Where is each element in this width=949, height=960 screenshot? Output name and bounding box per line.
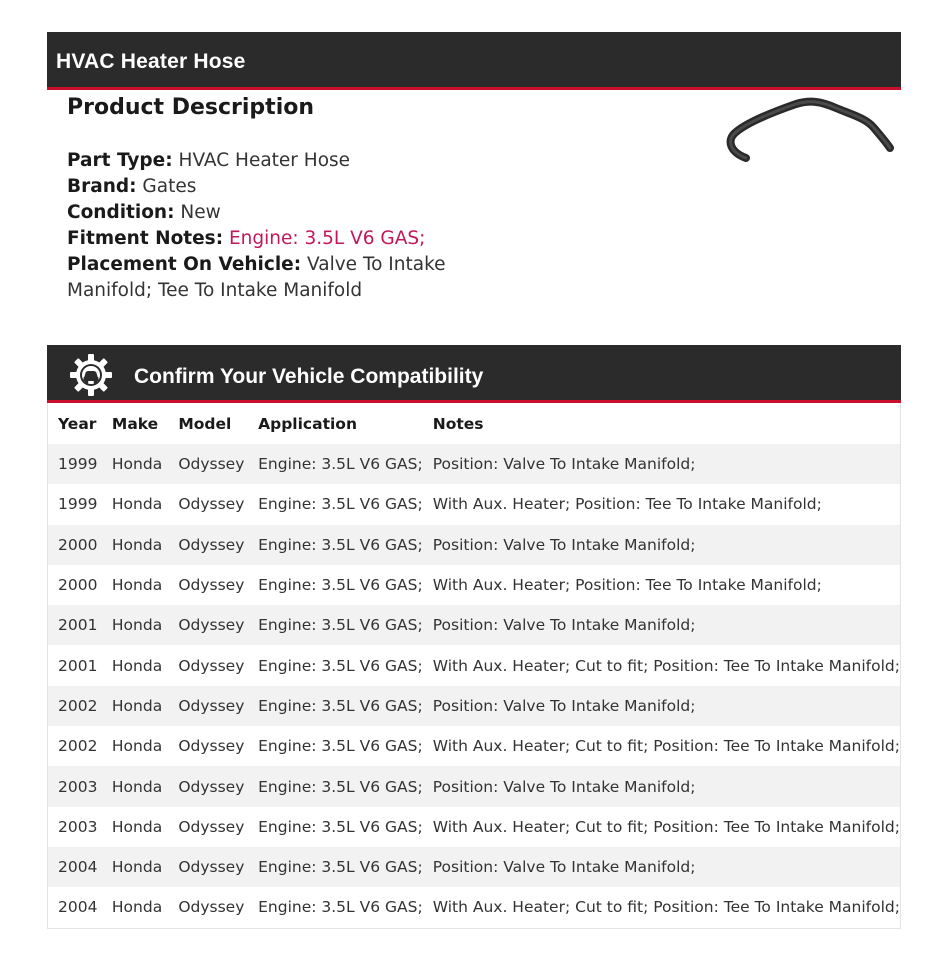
cell-year: 2003 — [48, 766, 102, 806]
cell-application: Engine: 3.5L V6 GAS; — [248, 605, 423, 645]
description-heading: Product Description — [67, 95, 315, 120]
cell-notes: With Aux. Heater; Cut to fit; Position: Tee To Intake Manifold; — [432, 817, 900, 836]
col-header-notes: Notes — [432, 414, 484, 433]
table-row — [48, 565, 901, 605]
cell-make: Honda — [102, 444, 168, 484]
placement-value: Valve To Intake Manifold; Tee To Intake Manifold — [67, 254, 446, 301]
col-header-application: Application — [258, 414, 357, 433]
cell-notes: Position: Valve To Intake Manifold; — [423, 686, 901, 726]
cell-application: Engine: 3.5L V6 GAS; — [248, 686, 423, 726]
cell-notes: Position: Valve To Intake Manifold; — [423, 605, 901, 645]
cell-notes: Position: Valve To Intake Manifold; — [423, 847, 901, 887]
title-bar — [47, 32, 901, 90]
cell-model: Odyssey — [178, 737, 245, 756]
col-header-model: Model — [178, 414, 232, 433]
cell-model: Odyssey — [178, 495, 245, 514]
condition-label: Condition: — [67, 202, 175, 223]
cell-model: Odyssey — [168, 444, 248, 484]
table-row — [48, 525, 901, 565]
cell-model: Odyssey — [168, 525, 248, 565]
cell-application: Engine: 3.5L V6 GAS; — [258, 817, 423, 836]
cell-model: Odyssey — [168, 847, 248, 887]
table-row — [48, 686, 901, 726]
brand-label: Brand: — [67, 176, 137, 197]
col-header-year: Year — [58, 414, 97, 433]
cell-make: Honda — [111, 495, 163, 514]
cell-application: Engine: 3.5L V6 GAS; — [248, 525, 423, 565]
cell-make: Honda — [111, 817, 163, 836]
part-type-label: Part Type: — [67, 150, 173, 171]
cell-model: Odyssey — [178, 898, 245, 917]
cell-notes: Position: Valve To Intake Manifold; — [423, 766, 901, 806]
cell-make: Honda — [102, 525, 168, 565]
compat-title: Confirm Your Vehicle Compatibility — [134, 365, 484, 388]
cell-make: Honda — [111, 737, 163, 756]
cell-year: 2001 — [48, 605, 102, 645]
cell-make: Honda — [102, 847, 168, 887]
hose-image — [718, 92, 896, 170]
cell-model: Odyssey — [168, 766, 248, 806]
table-row — [48, 726, 901, 766]
cell-make: Honda — [111, 576, 163, 595]
page-title: HVAC Heater Hose — [56, 50, 246, 73]
cell-make: Honda — [102, 605, 168, 645]
cell-make: Honda — [111, 898, 163, 917]
cell-model: Odyssey — [178, 576, 245, 595]
table-row — [48, 484, 901, 524]
table-row — [48, 605, 901, 645]
gear-car-icon — [69, 353, 113, 397]
cell-model: Odyssey — [168, 686, 248, 726]
cell-year: 2004 — [48, 847, 102, 887]
table-header-row — [48, 403, 901, 444]
cell-application: Engine: 3.5L V6 GAS; — [258, 576, 423, 595]
table-row — [48, 807, 901, 847]
cell-year: 2002 — [48, 686, 102, 726]
cell-year: 2003 — [58, 817, 98, 836]
placement-row — [67, 252, 447, 304]
fitment-label: Fitment Notes: — [67, 228, 224, 249]
table-row — [48, 444, 901, 484]
description-list — [67, 148, 447, 304]
cell-application: Engine: 3.5L V6 GAS; — [258, 656, 423, 675]
cell-year: 1999 — [48, 444, 102, 484]
cell-notes: Position: Valve To Intake Manifold; — [423, 444, 901, 484]
cell-model: Odyssey — [178, 817, 245, 836]
cell-notes: Position: Valve To Intake Manifold; — [423, 525, 901, 565]
part-type-value: HVAC Heater Hose — [178, 150, 351, 171]
compat-bar — [47, 345, 901, 403]
cell-notes: With Aux. Heater; Position: Tee To Intake Manifold; — [432, 576, 822, 595]
cell-year: 2002 — [58, 737, 98, 756]
brand-value: Gates — [142, 176, 197, 197]
cell-model: Odyssey — [178, 656, 245, 675]
table-row — [48, 766, 901, 806]
fitment-row — [67, 226, 447, 252]
cell-model: Odyssey — [168, 605, 248, 645]
cell-application: Engine: 3.5L V6 GAS; — [248, 766, 423, 806]
table-row — [48, 847, 901, 887]
cell-application: Engine: 3.5L V6 GAS; — [258, 737, 423, 756]
cell-application: Engine: 3.5L V6 GAS; — [258, 495, 423, 514]
cell-year: 2000 — [48, 525, 102, 565]
cell-year: 1999 — [58, 495, 98, 514]
cell-notes: With Aux. Heater; Cut to fit; Position: Tee To Intake Manifold; — [432, 656, 900, 675]
cell-application: Engine: 3.5L V6 GAS; — [248, 444, 423, 484]
cell-make: Honda — [111, 656, 163, 675]
condition-row — [67, 200, 447, 226]
cell-year: 2000 — [58, 576, 98, 595]
cell-application: Engine: 3.5L V6 GAS; — [258, 898, 423, 917]
col-header-make: Make — [111, 414, 159, 433]
cell-make: Honda — [102, 766, 168, 806]
cell-make: Honda — [102, 686, 168, 726]
cell-notes: With Aux. Heater; Cut to fit; Position: Tee To Intake Manifold; — [432, 898, 900, 917]
table-row — [48, 645, 901, 685]
cell-notes: With Aux. Heater; Position: Tee To Intake Manifold; — [432, 495, 822, 514]
cell-application: Engine: 3.5L V6 GAS; — [248, 847, 423, 887]
cell-notes: With Aux. Heater; Cut to fit; Position: Tee To Intake Manifold; — [432, 737, 900, 756]
compat-table — [47, 403, 901, 929]
cell-year: 2001 — [58, 656, 98, 675]
fitment-value: Engine: 3.5L V6 GAS; — [228, 228, 426, 249]
table-row — [48, 887, 901, 928]
part-type-row — [67, 148, 447, 174]
brand-row — [67, 174, 447, 200]
cell-year: 2004 — [58, 898, 98, 917]
placement-label: Placement On Vehicle: — [67, 254, 302, 275]
condition-value: New — [180, 202, 221, 223]
